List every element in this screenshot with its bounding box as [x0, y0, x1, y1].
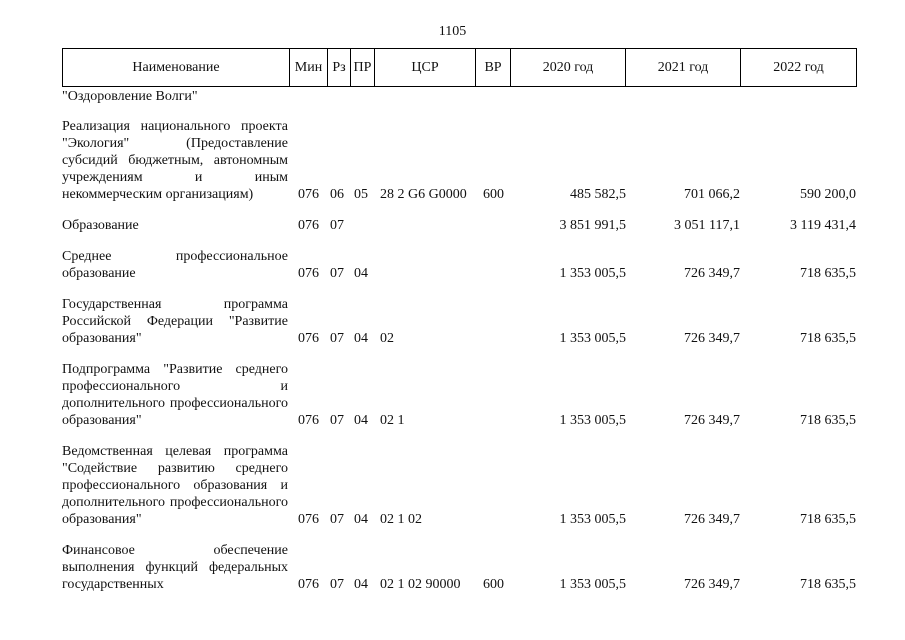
cell-2021: 726 349,7 — [684, 266, 740, 281]
cell-2020: 1 353 005,5 — [559, 413, 626, 428]
cell-rz: 07 — [330, 512, 344, 527]
cell-min: 076 — [298, 266, 319, 281]
cell-min: 076 — [298, 187, 319, 202]
cell-min: 076 — [298, 577, 319, 592]
header-min: Мин — [290, 49, 328, 87]
cell-2021: 726 349,7 — [684, 577, 740, 592]
cell-csr: 02 1 — [380, 413, 405, 428]
cell-2022: 590 200,0 — [800, 187, 856, 202]
row-name: Среднее профессиональное образование — [62, 249, 288, 281]
table-header — [62, 48, 857, 87]
row-name: Реализация национального проекта "Экология" (Предоставление субсидий бюджетным, автономным учреждениям и иным некоммерческим организациям) — [62, 119, 288, 202]
continuation-row — [62, 88, 858, 108]
table-row — [62, 217, 858, 234]
cell-pr: 04 — [354, 266, 368, 281]
cell-2022: 718 635,5 — [800, 266, 856, 281]
cell-min: 076 — [298, 218, 319, 233]
cell-2020: 1 353 005,5 — [559, 266, 626, 281]
table-row — [62, 542, 858, 593]
continuation-text: "Оздоровление Волги" — [62, 89, 198, 104]
cell-csr: 28 2 G6 G0000 — [380, 187, 467, 202]
cell-2022: 3 119 431,4 — [790, 218, 856, 233]
table-body — [62, 88, 858, 593]
cell-rz: 07 — [330, 266, 344, 281]
cell-2020: 1 353 005,5 — [559, 577, 626, 592]
cell-rz: 07 — [330, 413, 344, 428]
table-row — [62, 443, 858, 528]
cell-2020: 3 851 991,5 — [559, 218, 626, 233]
table-row — [62, 248, 858, 282]
cell-2020: 1 353 005,5 — [559, 512, 626, 527]
cell-pr: 04 — [354, 331, 368, 346]
row-name: Финансовое обеспечение выполнения функций федеральных государственных — [62, 543, 288, 592]
header-csr: ЦСР — [375, 49, 476, 87]
header-2020: 2020 год — [511, 49, 626, 87]
cell-pr: 04 — [354, 512, 368, 527]
header-name: Наименование — [63, 49, 290, 87]
cell-2021: 3 051 117,1 — [674, 218, 740, 233]
row-name: Государственная программа Российской Федерации "Развитие образования" — [62, 297, 288, 346]
cell-min: 076 — [298, 331, 319, 346]
cell-rz: 06 — [330, 187, 344, 202]
table-row — [62, 296, 858, 347]
table-row — [62, 118, 858, 203]
row-name: Ведомственная целевая программа "Содействие развитию среднего профессионального образования и дополнительного профессионального образования" — [62, 444, 288, 527]
header-vr: ВР — [476, 49, 511, 87]
cell-rz: 07 — [330, 331, 344, 346]
row-name: Подпрограмма "Развитие среднего профессионального и дополнительного профессионального образования" — [62, 362, 288, 428]
cell-2021: 726 349,7 — [684, 413, 740, 428]
cell-2021: 726 349,7 — [684, 331, 740, 346]
cell-min: 076 — [298, 512, 319, 527]
table-row — [62, 361, 858, 429]
cell-min: 076 — [298, 413, 319, 428]
header-2021: 2021 год — [626, 49, 741, 87]
cell-2020: 485 582,5 — [570, 187, 626, 202]
cell-vr: 600 — [483, 577, 504, 592]
row-name: Образование — [62, 218, 139, 233]
cell-pr: 04 — [354, 413, 368, 428]
cell-csr: 02 — [380, 331, 394, 346]
cell-vr: 600 — [483, 187, 504, 202]
cell-csr: 02 1 02 90000 — [380, 577, 461, 592]
cell-2022: 718 635,5 — [800, 331, 856, 346]
page-number: 1105 — [438, 24, 467, 39]
cell-2021: 726 349,7 — [684, 512, 740, 527]
cell-2022: 718 635,5 — [800, 577, 856, 592]
header-2022: 2022 год — [741, 49, 857, 87]
cell-csr: 02 1 02 — [380, 512, 422, 527]
header-pr: ПР — [351, 49, 375, 87]
header-rz: Рз — [328, 49, 351, 87]
cell-rz: 07 — [330, 577, 344, 592]
cell-pr: 04 — [354, 577, 368, 592]
cell-pr: 05 — [354, 187, 368, 202]
cell-2022: 718 635,5 — [800, 512, 856, 527]
header-row — [63, 49, 857, 87]
cell-rz: 07 — [330, 218, 344, 233]
cell-2022: 718 635,5 — [800, 413, 856, 428]
cell-2021: 701 066,2 — [684, 187, 740, 202]
cell-2020: 1 353 005,5 — [559, 331, 626, 346]
